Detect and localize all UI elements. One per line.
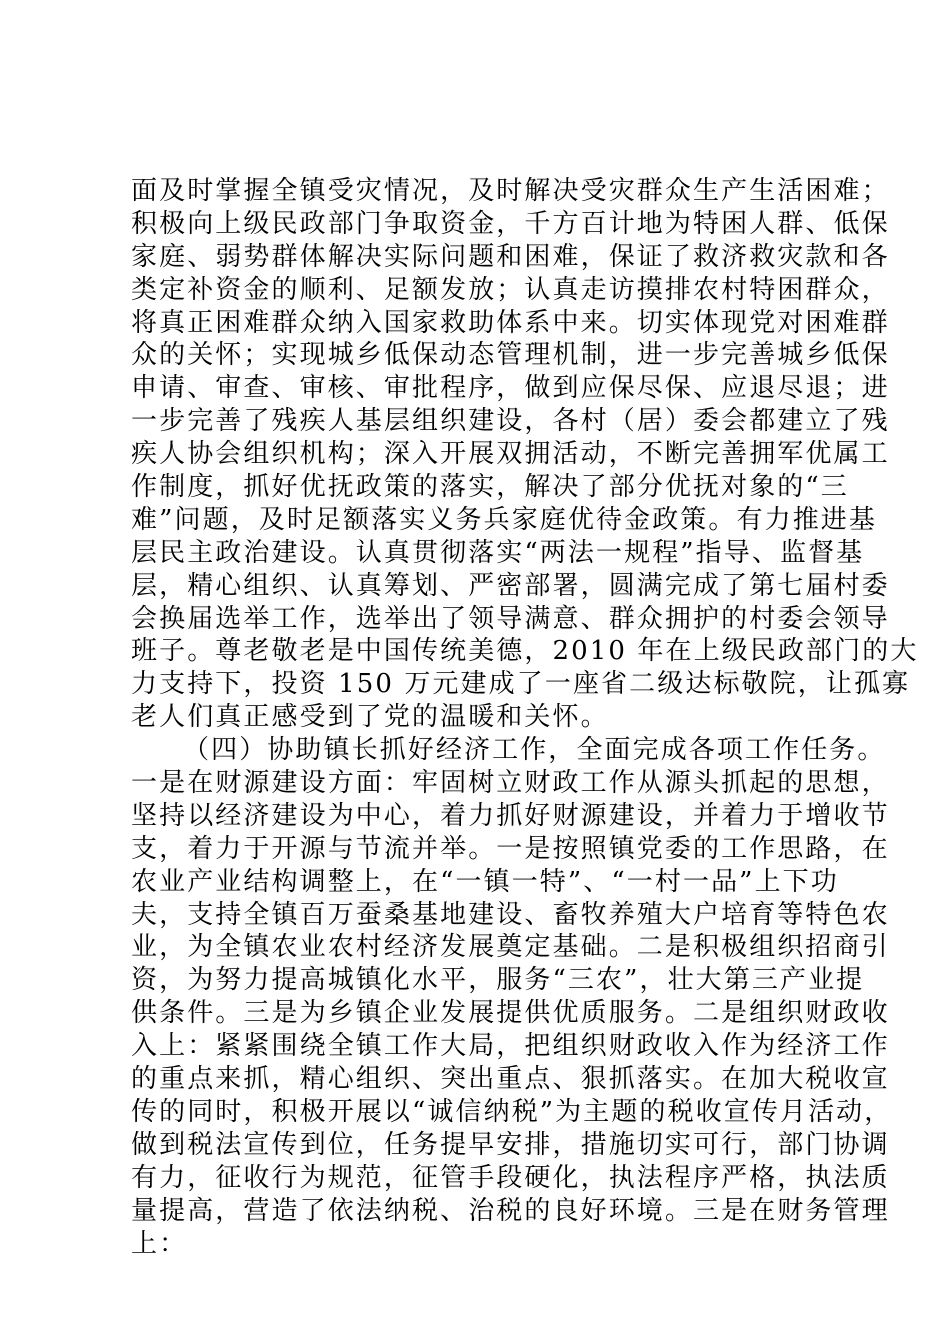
text-line: 众的关怀；实现城乡低保动态管理机制，进一步完善城乡低保 (131, 340, 890, 371)
text-line: 积极向上级民政部门争取资金，千方百计地为特困人群、低保 (131, 208, 890, 239)
text-line: 家庭、弱势群体解决实际问题和困难，保证了救济救灾款和各 (131, 241, 890, 272)
text-line: 坚持以经济建设为中心，着力抓好财源建设，并着力于增收节 (131, 800, 890, 831)
text-line: 力支持下，投资 150 万元建成了一座省二级达标敬院，让孤寡 (131, 669, 911, 700)
text-line: 业，为全镇农业农村经济发展奠定基础。二是积极组织招商引 (131, 932, 890, 963)
body-text (131, 175, 919, 1260)
text-line: 将真正困难群众纳入国家救助体系中来。切实体现党对困难群 (131, 307, 890, 338)
text-line: 层，精心组织、认真筹划、严密部署，圆满完成了第七届村委 (131, 570, 890, 601)
text-line: 面及时掌握全镇受灾情况，及时解决受灾群众生产生活困难； (131, 176, 890, 206)
text-line: 一是在财源建设方面：牢固树立财政工作从源头抓起的思想， (131, 768, 890, 799)
text-line: 做到税法宣传到位，任务提早安排，措施切实可行，部门协调 (131, 1129, 890, 1160)
text-line: 班子。尊老敬老是中国传统美德，2010 年在上级民政部门的大 (131, 636, 919, 667)
text-line: 的重点来抓，精心组织、突出重点、狠抓落实。在加大税收宣 (131, 1064, 890, 1095)
text-line: 作制度，抓好优抚政策的落实，解决了部分优抚对象的“三 (131, 472, 849, 503)
text-line: 类定补资金的顺利、足额发放；认真走访摸排农村特困群众， (131, 274, 890, 305)
text-line: 入上：紧紧围绕全镇工作大局，把组织财政收入作为经济工作 (131, 1031, 890, 1062)
text-line: 一步完善了残疾人基层组织建设，各村（居）委会都建立了残 (131, 406, 890, 437)
text-line: 疾人协会组织机构；深入开展双拥活动，不断完善拥军优属工 (131, 439, 890, 470)
text-line: 资，为努力提高城镇化水平，服务“三农”，壮大第三产业提 (131, 965, 865, 996)
text-line: 农业产业结构调整上，在“一镇一特”、“一村一品”上下功 (131, 866, 839, 897)
text-line: 申请、审查、审核、审批程序，做到应保尽保、应退尽退；进 (131, 373, 890, 404)
text-line: 传的同时，积极开展以“诚信纳税”为主题的税收宣传月活动， (131, 1096, 893, 1127)
text-line: 难”问题，及时足额落实义务兵家庭优待金政策。有力推进基 (131, 504, 877, 535)
text-line: 会换届选举工作，选举出了领导满意、群众拥护的村委会领导 (131, 603, 890, 634)
text-line: 供条件。三是为乡镇企业发展提供优质服务。二是组织财政收 (131, 998, 890, 1029)
text-line: 层民主政治建设。认真贯彻落实“两法一规程”指导、监督基 (131, 537, 865, 568)
section-heading-line: （四）协助镇长抓好经济工作，全面完成各项工作任务。 (183, 735, 886, 766)
text-line: 老人们真正感受到了党的温暖和关怀。 (131, 702, 609, 733)
text-line: 夫，支持全镇百万蚕桑基地建设、畜牧养殖大户培育等特色农 (131, 899, 890, 930)
text-line: 支，着力于开源与节流并举。一是按照镇党委的工作思路，在 (131, 833, 890, 864)
text-line: 量提高，营造了依法纳税、治税的良好环境。三是在财务管理 (131, 1195, 890, 1226)
text-line: 上： (131, 1228, 188, 1259)
text-line: 有力，征收行为规范，征管手段硬化，执法程序严格，执法质 (131, 1162, 890, 1193)
